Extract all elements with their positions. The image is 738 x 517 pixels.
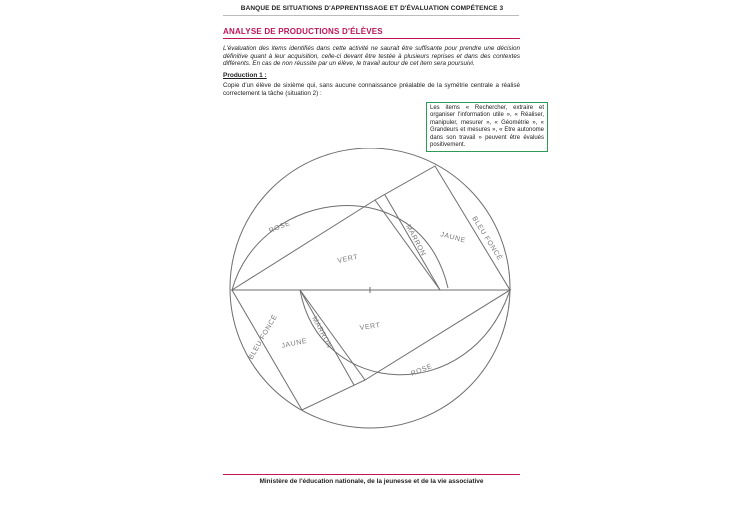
upper-rectangle <box>232 200 440 290</box>
label-bleu-bottom: BLEU FONCÉ <box>247 313 280 361</box>
intro-paragraph: L'évaluation des items identifiés dans cette activité ne saurait être suffisante pour prendre une décision définitive quant à leur acquisition, celle-ci devant être testée à plusieurs reprises et dans des contextes différents. En cas de non réussite par un élève, le travail autour de cet item sera poursuivi. <box>223 45 520 68</box>
student-drawing <box>220 148 520 468</box>
upper-divider <box>385 195 440 290</box>
section-title: ANALYSE DE PRODUCTIONS D'ÉLÈVES <box>223 27 383 36</box>
label-marron-bottom: MARRON <box>310 315 333 350</box>
assessment-note-box: Les items « Rechercher, extraire et organiser l'information utile », « Réaliser, manipuler, mesurer », « Géométrie », « Grandeurs et mesures », « Etre autonome dans son travail » peuvent être évalués positivement. <box>426 102 548 152</box>
label-bleu-top: BLEU FONCÉ <box>470 215 504 263</box>
label-vert-top: VERT <box>336 253 359 265</box>
label-marron-top: MARRON <box>404 223 427 258</box>
production-description: Copie d'un élève de sixième qui, sans aucune connaissance préalable de la symétrie centrale a réalisé correctement la tâche (situation 2) : <box>223 82 520 97</box>
running-header: BANQUE DE SITUATIONS D'APPRENTISSAGE ET D'ÉVALUATION COMPÉTENCE 3 <box>240 5 504 12</box>
label-jaune-top: JAUNE <box>439 231 467 245</box>
header-rule <box>223 15 519 16</box>
production-label: Production 1 : <box>223 72 267 79</box>
title-rule <box>223 38 520 39</box>
lower-rectangle <box>300 290 510 380</box>
lower-arc <box>300 290 510 375</box>
label-rose-bottom: ROSE <box>410 363 434 378</box>
label-rose-top: ROSE <box>268 220 292 235</box>
footer-rule <box>223 474 520 475</box>
footer-text: Ministère de l'éducation nationale, de la jeunesse et de la vie associative <box>259 478 484 485</box>
label-jaune-bottom: JAUNE <box>280 337 308 350</box>
label-vert-bottom: VERT <box>359 322 382 332</box>
